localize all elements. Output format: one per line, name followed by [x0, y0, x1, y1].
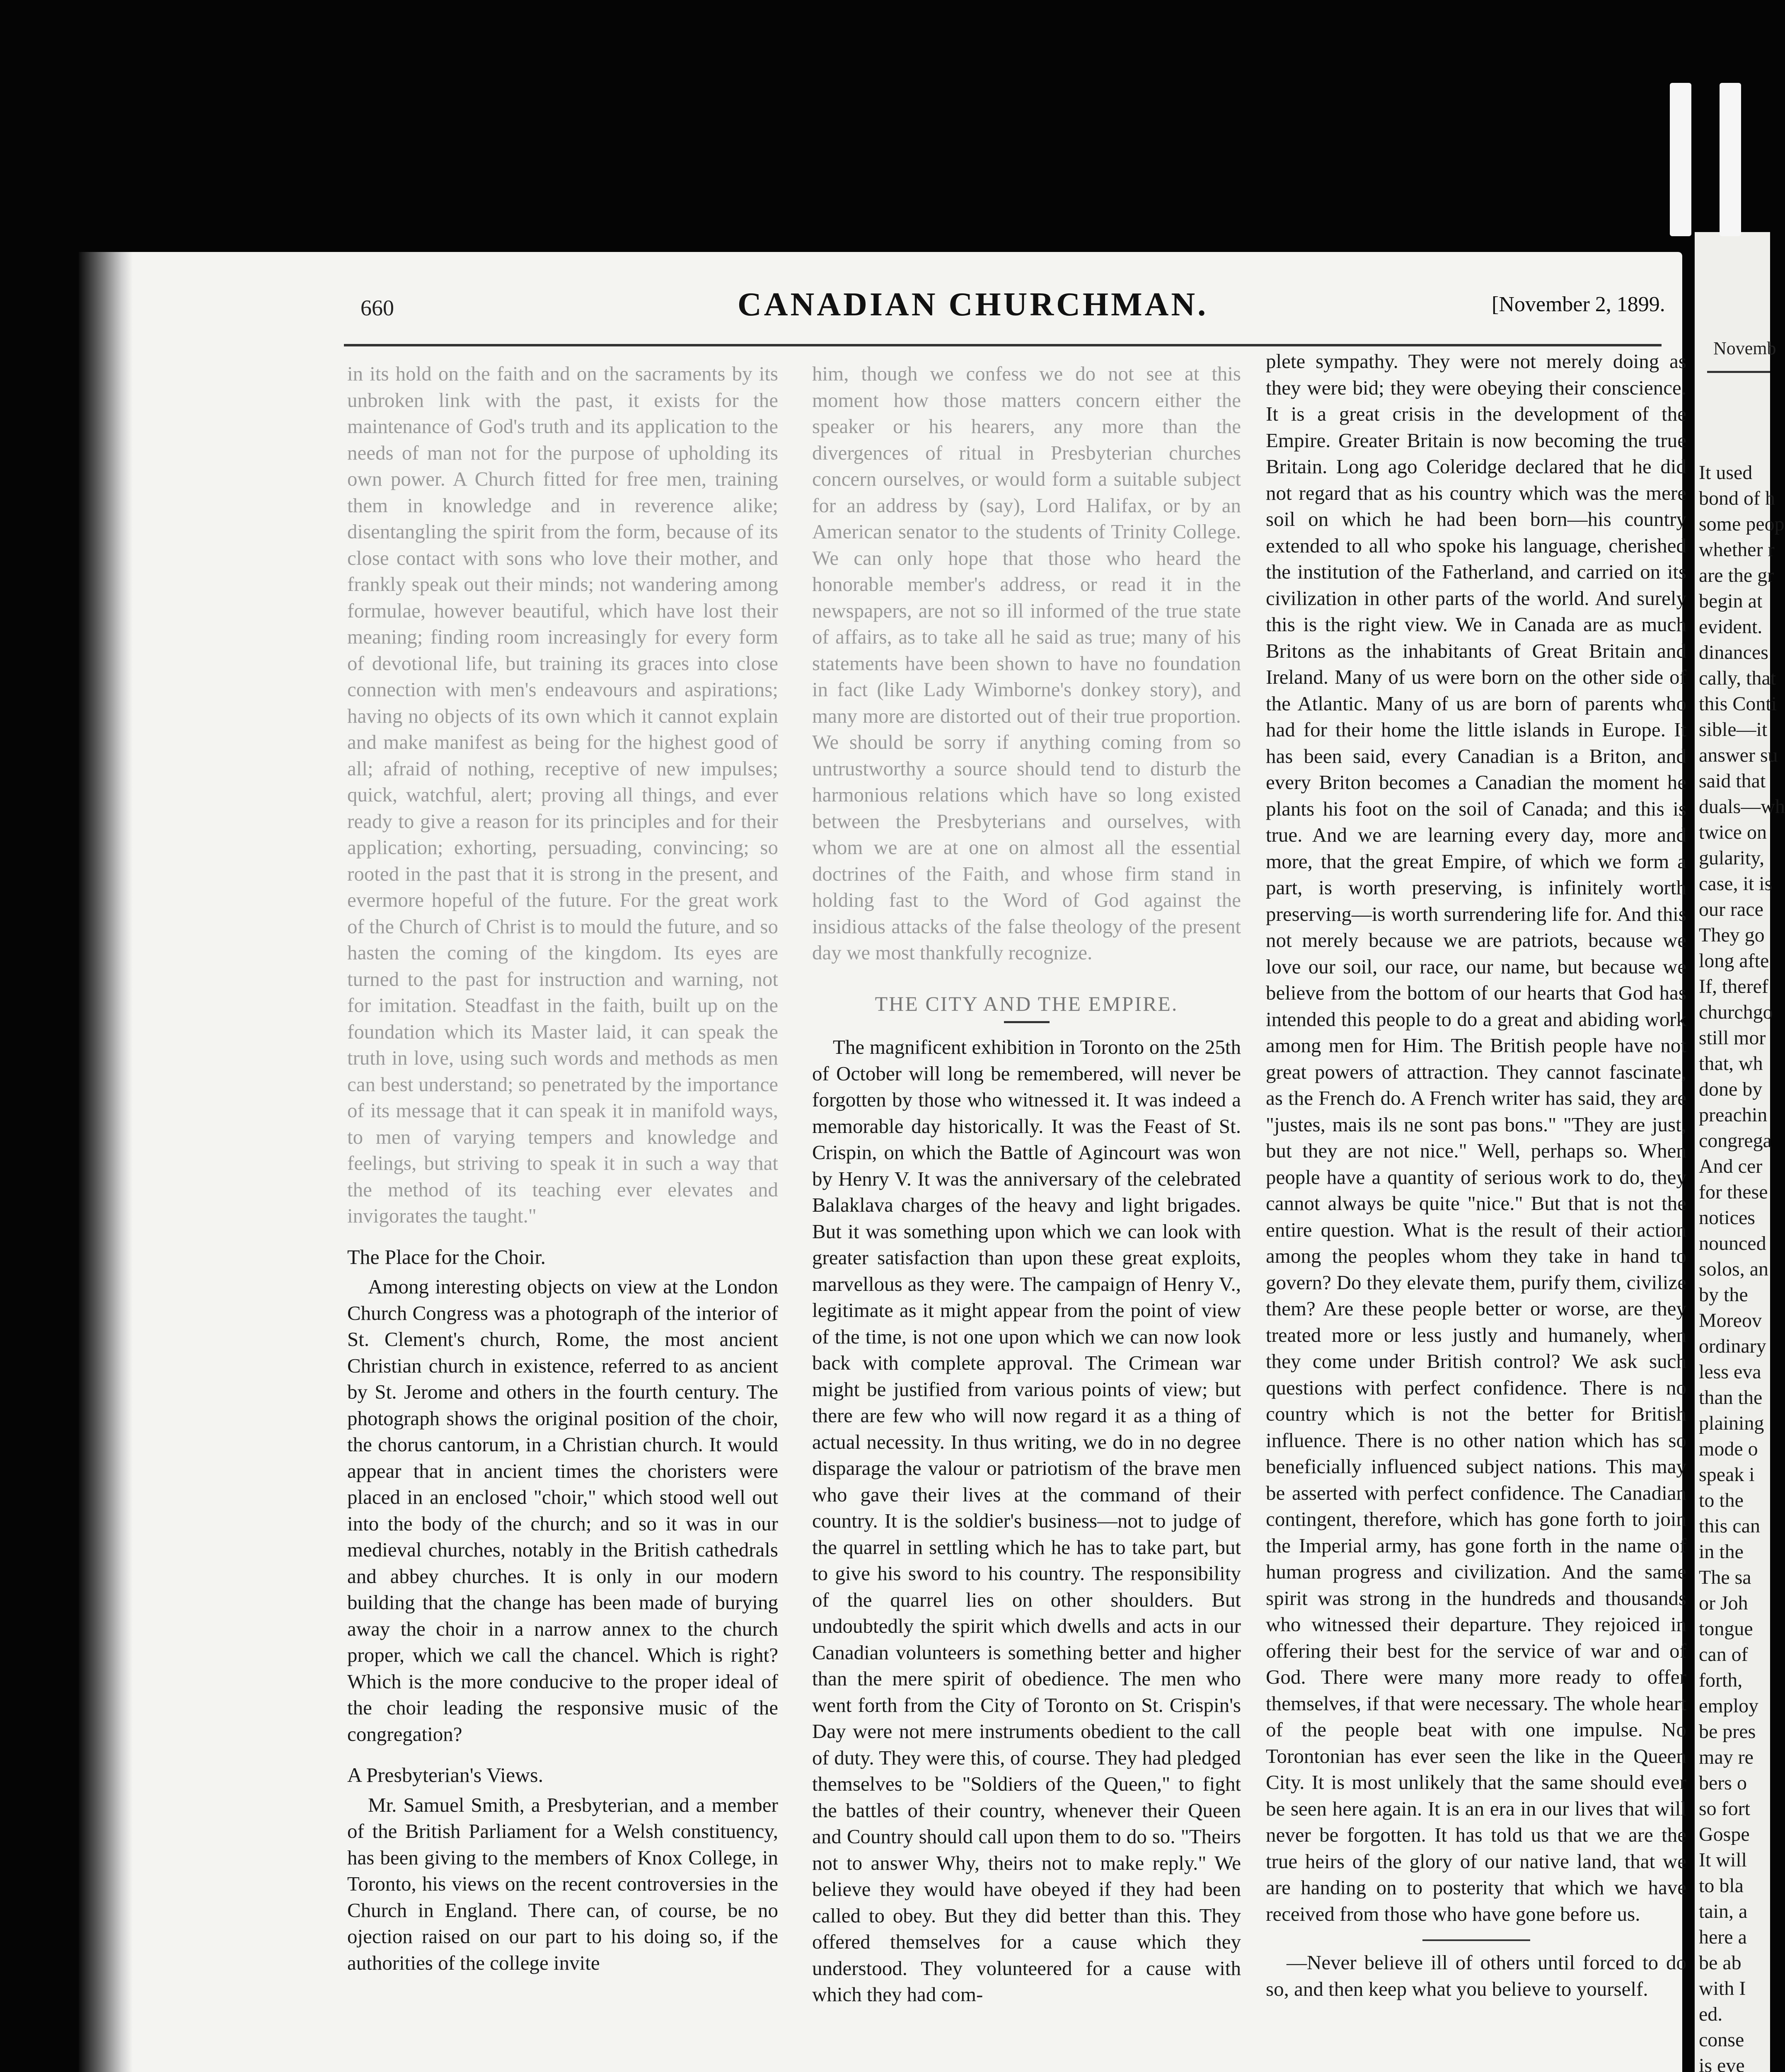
facing-page-line: It used — [1699, 462, 1753, 484]
paragraph-choir: Among interesting objects on view at the London Church Congress was a photograph of the interior of St. Clement's church, Rome, the most ancient Christian church in existence, referred to as ancient by St. Jerome and others in the fourth century. The photograph shows the original position of the choir, the chorus cantorum, in a Christian church. It would appear that in ancient times the choristers were placed in an enclosed "choir," which stood well out into the body of the church; and so it was in our medieval churches, notably in the British cathedrals and abbey churches. It is only in our modern building that the change has been made of burying away the choir in a narrow annex to the church proper, which we call the chancel. Which is right? Which is the more conducive to the proper ideal of the choir leading the responsive music of the congregation? — [347, 1275, 778, 1745]
article-continuation: in its hold on the faith and on the sacraments by its unbroken link with the past, it exists for the maintenance of God's truth and its application to the needs of man not for the purpose of upholding its own power. A Church fitted for free men, training them in knowledge and in reverence alike; disentangling the spirit from the form, because of its close contact with sons who love their mother, and frankly speak out their minds; not wandering among formulae, however beautiful, which have lost their meaning; finding room increasingly for every form of devotional life, but training its graces into close connection with men's endeavours and aspirations; having no objects of its own which it cannot explain and make manifest as being for the highest good of all; afraid of nothing, receptive of new impulses; quick, watchful, alert; proving all things, and ever ready to give a reason for its principles and for their application; exhorting, persuading, convincing; so rooted in the past that it is strong in the present, and evermore hopeful of the future. For the great work of the Church of Christ is to mould the future, and so hasten the coming of the kingdom. Its eyes are turned to the past for instruction and warning, not for imitation. Steadfast in the faith, built up on the foundation which its Master laid, it can speak the truth in love, using such words and methods as men can best understand; so penetrated by the importance of its message that it can speak it in manifold ways, to men of varying tempers and knowledge and feelings, but striving to speak it in such a way that the method of its teaching ever elevates and invigorates the taught." — [347, 362, 778, 1227]
facing-page-line: begin at — [1699, 590, 1763, 612]
facing-page-line: still mor — [1699, 1027, 1766, 1049]
binding-shadow — [79, 252, 133, 2072]
facing-page-line: duals—wh — [1699, 796, 1785, 818]
paragraph-city-empire-continued: plete sympathy. They were not merely doing as they were bid; they were obeying their conscience. It is a great crisis in the development of the Empire. Greater Britain is now becoming the true Britain. Long ago Coleridge declared that he did not regard that as his country which was the mere soil on which he had been born—his country extended to all who spoke his language, cherished the institution of the Fatherland, and carried on its civilization in other parts of the world. And surely this is the right view. We in Canada are as much Britons as the inhabitants of Great Britain and Ireland. Many of us were born on the other side of the Atlantic. Many of us are born of parents who had for their home the little islands in Europe. It has been said, every Canadian is a Briton, and every Briton becomes a Canadian the moment he plants his foot on the soil of Canada; and this is true. And we are learning every day, more and more, that the great Empire, of which we form a part, is worth preserving, is infinitely worth preserving—is worth surrendering life for. And this not merely because we are patriots, because we love our soil, our race, our name, but because we believe from the bottom of our hearts that God has intended this people to do a great and abiding work among men for Him. The British people have not great powers of attraction. They cannot fascinate, as the French do. A French writer has said, they are "justes, mais ils ne sont pas bons." "They are just, but they are not nice." Well, perhaps so. When people have a quantity of serious work to do, they cannot always be quite "nice." But that is not the entire question. What is the result of their action among the peoples whom they take in hand to govern? Do they elevate them, purify them, civilize them? Are these people better or worse, are they treated more or less justly and humanely, when they come under British control? We ask such questions with perfect confidence. There is no country which is not the better for British influence. There is no other nation which has so beneficially influenced subject nations. This may be asserted with perfect confidence. The Canadian contingent, therefore, which has gone forth to join the Imperial army, has gone forth in the name of human progress and civilization. And the same spirit was strong in the hundreds and thousands who witnessed their departure. They rejoiced in offering their best for the service of war and of God. There were many more ready to offer themselves, if that were necessary. The whole heart of the people beat with one impulse. No Torontonian has ever seen the like in the Queen City. It is most unlikely that the same should ever be seen here again. It is an era in our lives that will never be forgotten. It has told us that we are the true heirs of the glory of our native land, that we are handing on to posterity that which we have received from those who have gone before us. — [1266, 350, 1686, 1925]
facing-page-line: be pres — [1699, 1721, 1756, 1743]
facing-page-line: so fort — [1699, 1798, 1750, 1820]
page-number: 660 — [360, 295, 394, 320]
scanner-marker-top-right — [1720, 83, 1741, 236]
facing-page-line: Moreov — [1699, 1310, 1762, 1331]
facing-page-line: Gospe — [1699, 1823, 1750, 1845]
facing-page-column — [1699, 460, 1785, 2072]
section-title-city-empire: THE CITY AND THE EMPIRE. — [875, 992, 1178, 1015]
facing-page-line: It will — [1699, 1849, 1747, 1871]
facing-page-line: be ab — [1699, 1952, 1741, 1974]
facing-page-line: tongue — [1699, 1618, 1753, 1640]
facing-page-line: tain, a — [1699, 1900, 1748, 1922]
facing-page-line: answer su — [1699, 744, 1778, 766]
facing-page-line: churchgo — [1699, 1001, 1773, 1023]
facing-page-line: The sa — [1699, 1566, 1751, 1588]
facing-page-line: gularity, — [1699, 847, 1765, 869]
facing-page-line: less eva — [1699, 1361, 1761, 1383]
subheading-presbyterian: A Presbyterian's Views. — [347, 1763, 544, 1786]
facing-page-line: nounced — [1699, 1232, 1766, 1254]
column-3 — [1266, 348, 1686, 2002]
facing-page-line: conse — [1699, 2029, 1744, 2051]
section-dash — [1004, 1021, 1050, 1023]
facing-page-line: can of — [1699, 1644, 1748, 1665]
facing-page-line: is eve — [1699, 2055, 1745, 2072]
facing-page-line: or Joh — [1699, 1592, 1748, 1614]
facing-page-line: twice on — [1699, 821, 1767, 843]
column-2 — [812, 361, 1241, 2008]
facing-page-line: preachin — [1699, 1104, 1768, 1126]
facing-page-line: said that — [1699, 770, 1766, 792]
facing-page-line: this can — [1699, 1515, 1760, 1537]
column-1 — [347, 361, 778, 1976]
facing-page-line: long afte — [1699, 950, 1769, 972]
facing-page-line: our race — [1699, 898, 1763, 920]
facing-page-line: And cer — [1699, 1155, 1763, 1177]
facing-page-line: than the — [1699, 1387, 1763, 1409]
facing-page-line: to bla — [1699, 1875, 1744, 1897]
facing-page-rule — [1707, 371, 1770, 373]
facing-page-line: here a — [1699, 1926, 1747, 1948]
scanner-marker-top-left — [1670, 83, 1691, 236]
facing-page-line: this Conti — [1699, 693, 1777, 715]
facing-page-line: case, it is — [1699, 873, 1773, 895]
maxim-paragraph: —Never believe ill of others until forced to do so, and then keep what you believe to yourself. — [1266, 1951, 1686, 2000]
facing-page-line: If, theref — [1699, 975, 1768, 997]
facing-page-line: to the — [1699, 1489, 1744, 1511]
facing-page-line: They go — [1699, 924, 1765, 946]
facing-page-line: may re — [1699, 1746, 1754, 1768]
header-rule — [344, 344, 1662, 346]
masthead-title: CANADIAN CHURCHMAN. — [738, 286, 1209, 323]
facing-page-line: congrega — [1699, 1130, 1772, 1152]
subheading-choir: The Place for the Choir. — [347, 1245, 546, 1268]
issue-date: [November 2, 1899. — [1492, 293, 1665, 316]
facing-page-line: plaining — [1699, 1412, 1764, 1434]
paragraph-city-empire: The magnificent exhibition in Toronto on the 25th of October will long be remembered, will never be forgotten by those who witnessed it. It was indeed a memorable day historically. It was the Feast of St. Crispin, on which the Battle of Agincourt was won by Henry V. It was the anniversary of the celebrated Balaklava charges of the heavy and light brigades. But it was something upon which we can look with greater satisfaction than upon these great exploits, marvellous as they were. The campaign of Henry V., legitimate as it might appear from the point of view of the time, is not one upon which we can now look back with complete approval. The Crimean war might be justified from various points of view; but there are few who will now regard it as a thing of actual necessity. In thus writing, we do in no degree disparage the valour or patriotism of the brave men who gave their lives at the command of their country. It is the soldier's business—not to judge of the quarrel in settling which he has to take part, but to give his sword to his country. The responsibility of the quarrel lies on other shoulders. But undoubtedly the spirit which dwells and acts in our Canadian volunteers is something better and higher than the mere spirit of obedience. The men who went forth from the City of Toronto on St. Crispin's Day were not mere instruments obedient to the call of duty. They were this, of course. They had pledged themselves to be "Soldiers of the Queen," to fight the battles of their country, whenever their Queen and Country should call upon them to do so. "Theirs not to answer Why, theirs not to make reply." We believe they would have obeyed if they had been called to obey. But they did better than this. They offered themselves for a cause which they understood. They volunteered for a cause with which they had com- — [812, 1036, 1241, 2006]
facing-page-line: some peop — [1699, 513, 1785, 535]
facing-page-line: sible—it — [1699, 719, 1768, 741]
facing-page-line: cally, that — [1699, 667, 1776, 689]
facing-page-line: are the gr — [1699, 564, 1774, 586]
facing-page-line: solos, an — [1699, 1258, 1768, 1280]
facing-page-line: speak i — [1699, 1464, 1755, 1486]
facing-page-line: mode o — [1699, 1438, 1758, 1460]
facing-page-line: dinances — [1699, 641, 1768, 663]
facing-page-line: with I — [1699, 1978, 1746, 1999]
facing-page-line: employ — [1699, 1695, 1758, 1717]
facing-page-line: notices — [1699, 1207, 1755, 1229]
facing-page-line: bond of h — [1699, 487, 1775, 509]
facing-page-line: that, wh — [1699, 1053, 1763, 1075]
facing-page-header: Novemb — [1713, 338, 1776, 358]
column-rule — [1422, 1939, 1530, 1941]
facing-page-line: ordinary — [1699, 1335, 1766, 1357]
facing-page-line: bers o — [1699, 1772, 1747, 1794]
paragraph-presbyterian-continued: him, though we confess we do not see at this moment how those matters concern either the speaker or his hearers, any more than the divergences of ritual in Presbyterian churches concern ourselves, or would form a suitable subject for an address by (say), Lord Halifax, or by an American senator to the students of Trinity College. We can only hope that those who heard the honorable member's address, or read it in the newspapers, are not so ill informed of the true state of affairs, as to take all he said as true; many of his statements have been shown to have no foundation in fact (like Lady Wimborne's donkey story), and many more are distorted out of their true proportion. We should be sorry if anything coming from so untrustworthy a source should tend to disturb the harmonious relations which have so long existed between the Presbyterians and ourselves, with whom we are at one on almost all the essential doctrines of the Faith, and whose firm stand in holding fast to the Word of God against the insidious attacks of the false theology of the present day we most thankfully recognize. — [812, 362, 1241, 964]
facing-page-line: ed. — [1699, 2003, 1723, 2025]
paragraph-presbyterian: Mr. Samuel Smith, a Presbyterian, and a member of the British Parliament for a Welsh constituency, has been giving to the members of Knox College, in Toronto, his views on the recent controversies in the Church in England. There can, of course, be no ojection raised on our part to his doing so, if the authorities of the college invite — [347, 1793, 778, 1974]
facing-page-line: done by — [1699, 1078, 1763, 1100]
facing-page-line: for these — [1699, 1181, 1768, 1203]
facing-page-line: by the — [1699, 1284, 1748, 1306]
facing-page-line: forth, — [1699, 1669, 1743, 1691]
facing-page-line: whether r — [1699, 539, 1775, 561]
facing-page-line: evident. — [1699, 616, 1763, 638]
facing-page-line: in the — [1699, 1541, 1744, 1563]
